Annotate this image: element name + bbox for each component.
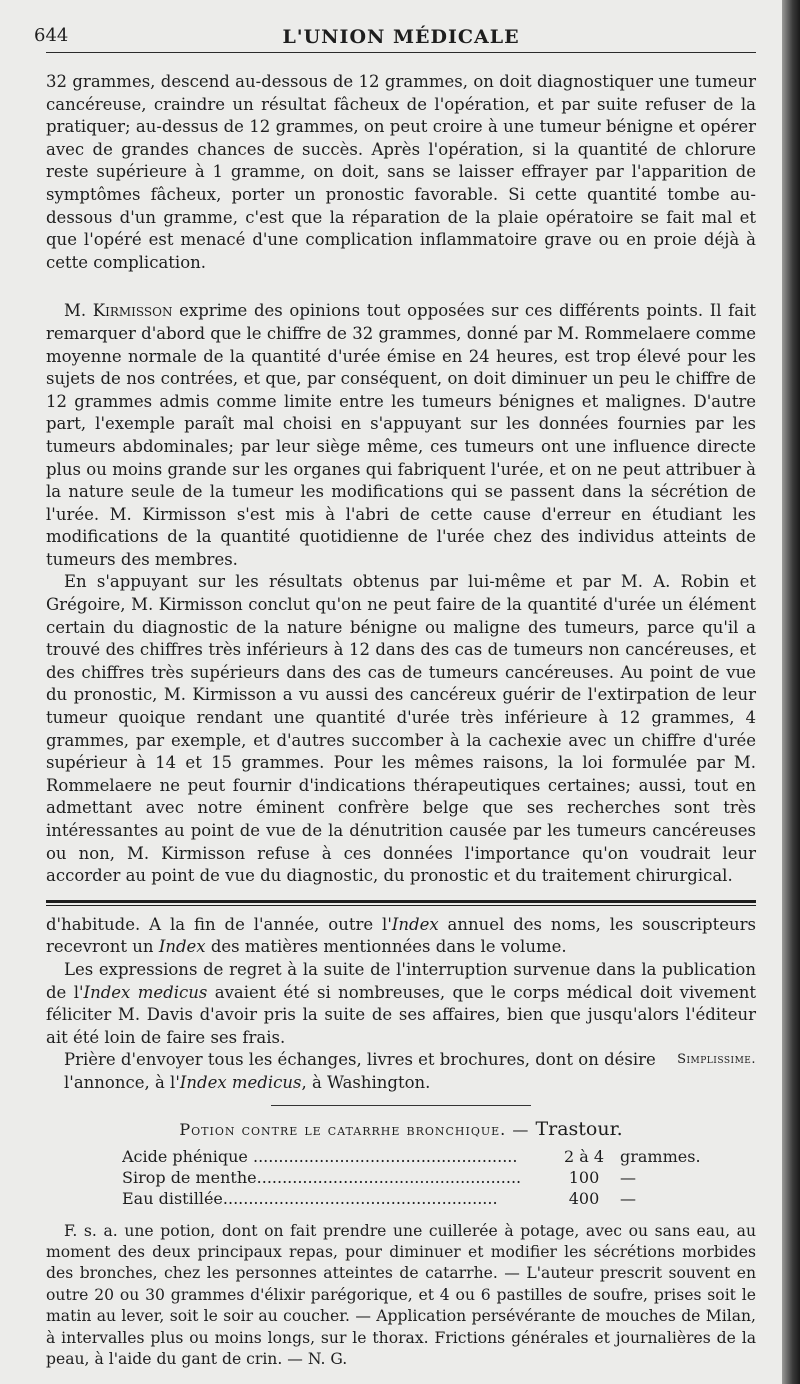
recipe-instructions: F. s. a. une potion, dont on fait prendre une cuillerée à potage, avec ou sans eau, au moment des deux principaux repas, pour diminuer et modifier les sécrétions morbides des bronches, chez les personnes atteintes de catarrhe. — L'auteur prescrit souvent en outre 20 ou 30 grammes d'élixir parégorique, et 4 ou 6 pastilles de soufre, prises soit le matin au lever, soit le soir au coucher. — Application persévérante de mouches de Milan, à intervalles plus ou moins longs, sur le thorax. Frictions générales et journalières de la peau, à l'aide du gant de crin. — N. G. bbox=[46, 1221, 756, 1368]
notice-paragraph-2: Les expressions de regret à la suite de l'interruption survenue dans la publication de l'Index medicus avaient été si nombreuses, que le corps médical doit vivement féliciter M. Davis d'avoir pris la suite de ses affaires, bien que jusqu'alors l'éditeur ait été loin de faire ses frais. bbox=[46, 959, 757, 1047]
journal-title: L'UNION MÉDICALE bbox=[282, 26, 520, 48]
index-medicus-notice bbox=[46, 914, 756, 1095]
article-paragraph-conclusion: En s'appuyant sur les résultats obtenus par lui-même et par M. A. Robin et Grégoire, M. Kirmisson conclut qu'on ne peut faire de la quantité d'urée un élément certain du diagnostic de la nature bénigne ou maligne des tumeurs, parce qu'il a trouvé des chiffres très inférieurs à 12 dans des cas de tumeurs non cancéreuses, et des chiffres très supérieurs dans des cas de tumeurs cancéreuses. Au point de vue du pronostic, M. Kirmisson a vu aussi des cancéreux guérir de l'extirpation de leur tumeur quoique rendant une quantité d'urée très inférieure à 12 grammes, 4 grammes, par exemple, et d'autres succomber à la cachexie avec un chiffre d'urée supérieur à 14 et 15 grammes. Pour les mêmes raisons, la loi formulée par M. Rommelaere ne peut fournir d'indications thérapeutiques certaines; aussi, tout en admettant avec notre éminent confrère belge que ses recherches sont très intéressantes au point de vue de la dénutrition causée par les tumeurs cancéreuses ou non, M. Kirmisson refuse à ces données l'importance qu'on voudrait leur accorder au point de vue du diagnostic, du pronostic et du traitement chirurgical. bbox=[46, 572, 756, 886]
section-divider bbox=[46, 900, 756, 906]
ingredient-row: Sirop de menthe.................................................... 100 — bbox=[122, 1167, 636, 1187]
ingredient-row: Eau distillée...................................................... 400 — bbox=[122, 1188, 636, 1208]
article-section bbox=[46, 71, 756, 888]
recipe-divider bbox=[271, 1105, 531, 1106]
notice-signature: Simplissime. bbox=[677, 1052, 756, 1068]
recipe-author: Trastour. bbox=[535, 1117, 623, 1140]
recipe-title: Potion contre le catarrhe bronchique. — Trastour. bbox=[179, 1117, 623, 1140]
article-paragraph-continued: 32 grammes, descend au-dessous de 12 grammes, on doit diagnostiquer une tumeur cancéreuse, craindre un résultat fâcheux de l'opération, et par suite refuser de la pratiquer; au-dessus de 12 grammes, on peut croire à une tumeur bénigne et opérer avec de grandes chances de succès. Après l'opération, si la quantité de chlorure reste supérieure à 1 gramme, on doit, sans se laisser effrayer par l'apparition de symptômes fâcheux, porter un pronostic favorable. Si cette quantité tombe au-dessous d'un gramme, c'est que la réparation de la plaie opératoire se fait mal et que l'opéré est menacé d'une complication inflammatoire grave ou en proie déjà à cette complication. bbox=[46, 72, 756, 272]
recipe-section bbox=[46, 1118, 756, 1371]
article-paragraph-kirmisson: M. Kirmisson exprime des opinions tout opposées sur ces différents points. Il fait remarquer d'abord que le chiffre de 32 grammes, donné par M. Rommelaere comme moyenne normale de la quantité d'urée émise en 24 heures, est trop élevé pour les sujets de nos contrées, et que, par conséquent, on doit diminuer un peu le chiffre de 12 grammes admis comme limite entre les tumeurs bénignes et malignes. D'autre part, l'exemple paraît mal choisi en s'appuyant sur les données fournies par les tumeurs abdominales; par leur siège même, ces tumeurs ont une influence directe plus ou moins grande sur les organes qui fabriquent l'urée, et on ne peut attribuer à la nature seule de la tumeur les modifications qui se passent dans la sécrétion de l'urée. M. Kirmisson s'est mis à l'abri de cette cause d'erreur en étudiant les modifications de la quantité quotidienne de l'urée chez des individus atteints de tumeurs des membres. bbox=[46, 301, 756, 569]
page-edge-shadow bbox=[782, 0, 800, 1384]
notice-paragraph-1: d'habitude. A la fin de l'année, outre l'Index annuel des noms, les souscripteurs recevront un Index des matières mentionnées dans le volume. bbox=[46, 914, 756, 957]
notice-paragraph-3: Prière d'envoyer tous les échanges, livres et brochures, dont on désire l'annonce, à l'Index medicus, à Washington. Simplissime. bbox=[46, 1049, 756, 1094]
page-header bbox=[34, 0, 756, 52]
ingredient-row: Acide phénique .................................................... 2 à 4 grammes. bbox=[122, 1146, 701, 1166]
author-name-kirmisson: Kirmisson bbox=[92, 301, 173, 321]
page-number: 644 bbox=[34, 25, 69, 46]
header-rule bbox=[46, 52, 756, 53]
